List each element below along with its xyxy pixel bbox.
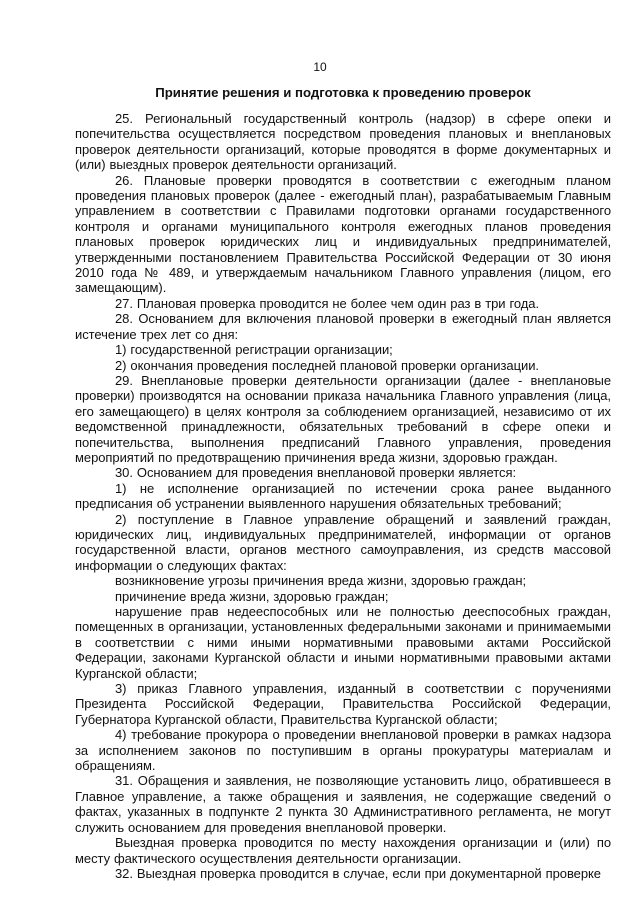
paragraph: 25. Региональный государственный контроль (надзор) в сфере опеки и попечительства осуществляется посредством проведения плановых и внеплановых проверок деятельности организаций, которые проводятся в форме документарных и (или) выездных проверок деятельности организаций. (75, 111, 611, 173)
paragraph: 30. Основанием для проведения внеплановой проверки является: (115, 465, 517, 481)
paragraph: 3) приказ Главного управления, изданный в соответствии с поручениями Президента Российской Федерации, Правительства Российской Федерации, Губернатора Курганской области, Правительства Курганской области; (75, 681, 611, 727)
page-number: 10 (313, 60, 327, 74)
document-body (75, 111, 611, 881)
paragraph: причинение вреда жизни, здоровью граждан; (115, 588, 389, 604)
paragraph: 2) окончания проведения последней плановой проверки организации. (115, 357, 539, 373)
paragraph: 27. Плановая проверка проводится не более чем один раз в три года. (115, 295, 540, 311)
paragraph: 31. Обращения и заявления, не позволяющие установить лицо, обратившееся в Главное управление, а также обращения и заявления, не содержащие сведений о фактах, указанных в подпункте 2 пункта 30 Административного регламента, не могут служить основанием для проведения внеплановой проверки. (75, 773, 611, 835)
section-title: Принятие решения и подготовка к проведению проверок (155, 85, 531, 100)
paragraph: 2) поступление в Главное управление обращений и заявлений граждан, юридических лиц, индивидуальных предпринимателей, информации от органов государственной власти, органов местного самоуправления, из средств массовой информации о следующих фактах: (75, 511, 611, 573)
paragraph: Выездная проверка проводится по месту нахождения организации и (или) по месту фактического осуществления деятельности организации. (75, 835, 611, 866)
paragraph: 1) государственной регистрации организации; (115, 342, 393, 358)
paragraph: 26. Плановые проверки проводятся в соответствии с ежегодным планом проведения плановых проверок (далее - ежегодный план), разрабатываемым Главным управлением в соответствии с Правилами подготовки органами государственного контроля и органами муниципального контроля ежегодных планов проведения плановых проверок юридических лиц и индивидуальных предпринимателей, утвержденными постановлением Правительства Российской Федерации от 30 июня 2010 года № 489, и утверждаемым начальником Главного управления (лицом, его замещающим). (75, 172, 611, 296)
paragraph: 29. Внеплановые проверки деятельности организации (далее - внеплановые проверки) производятся на основании приказа начальника Главного управления (лица, его замещающего) в целях контроля за соблюдением организацией, независимо от их ведомственной принадлежности, обязательных требований в сфере опеки и попечительства, выполнения предписаний Главного управления, проведения мероприятий по предотвращению причинения вреда жизни, здоровью граждан. (75, 372, 611, 465)
paragraph: 1) не исполнение организацией по истечении срока ранее выданного предписания об устранении выявленного нарушения обязательных требований; (75, 480, 611, 512)
paragraph: 32. Выездная проверка проводится в случае, если при документарной проверке (115, 865, 601, 881)
paragraph: нарушение прав недееспособных или не полностью дееспособных граждан, помещенных в организации, установленных федеральными законами и принимаемыми в соответствии с ними иными нормативными правовыми актами Российской Федерации, законами Курганской области и иными нормативными правовыми актами Курганской области; (75, 604, 611, 681)
paragraph: возникновение угрозы причинения вреда жизни, здоровью граждан; (115, 573, 527, 589)
paragraph: 4) требование прокурора о проведении внеплановой проверки в рамках надзора за исполнением законов по поступившим в органы прокуратуры материалам и обращениям. (75, 727, 611, 774)
paragraph: 28. Основанием для включения плановой проверки в ежегодный план является истечение трех лет со дня: (75, 311, 611, 342)
